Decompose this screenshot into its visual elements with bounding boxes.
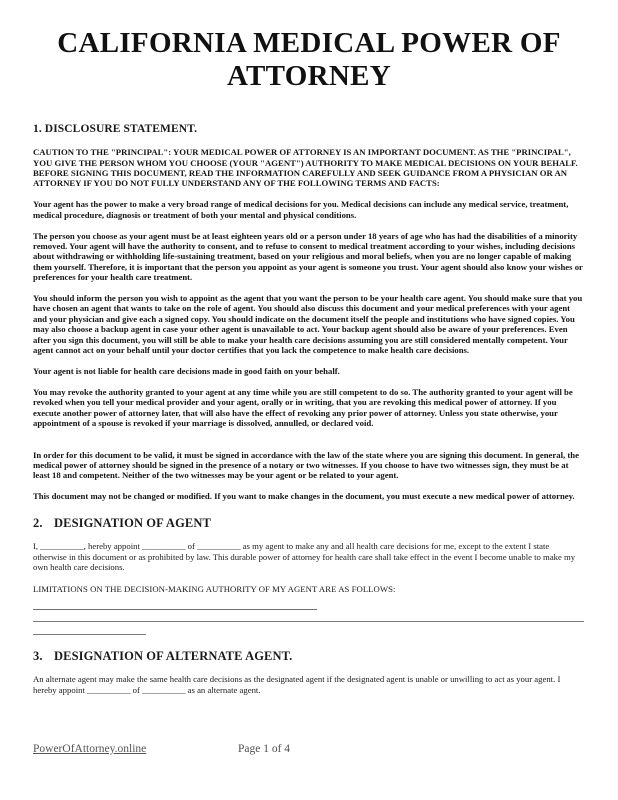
section-designation-of-alternate-agent bbox=[33, 649, 585, 695]
disclosure-paragraph-4: Your agent is not liable for health care decisions made in good faith on your behalf. bbox=[33, 366, 340, 376]
designation-of-alternate-agent-heading bbox=[33, 649, 585, 664]
section-heading-text: DESIGNATION OF AGENT bbox=[54, 515, 211, 530]
designation-of-alternate-agent-body: An alternate agent may make the same health care decisions as the designated agent if the designated agent is unable or unwilling to act as your agent. I hereby appoint __________ of __________ as an alternate agent. bbox=[33, 674, 561, 695]
section-heading-text: DESIGNATION OF ALTERNATE AGENT. bbox=[54, 648, 293, 663]
document-title: CALIFORNIA MEDICAL POWER OF ATTORNEY bbox=[57, 27, 561, 93]
disclosure-heading: 1. DISCLOSURE STATEMENT. bbox=[33, 123, 198, 136]
section-designation-of-agent bbox=[33, 516, 585, 635]
limitations-heading: LIMITATIONS ON THE DECISION-MAKING AUTHORITY OF MY AGENT ARE AS FOLLOWS: bbox=[33, 584, 396, 595]
disclosure-paragraph-5: You may revoke the authority granted to your agent at any time while you are still competent to do so. The authority granted to your agent will be revoked when you tell your medical provider and your agent, orally or in writing, that you are revoking this medical power of attorney. If you execute another power of attorney later, that will also have the effect of revoking any prior power of attorney. Unless you state otherwise, your appointment of a spouse is revoked if your marriage is dissolved, annulled, or declared void. bbox=[33, 386, 573, 429]
page-indicator: Page 1 of 4 bbox=[238, 743, 291, 755]
disclosure-paragraph-1: Your agent has the power to make a very broad range of medical decisions for you. Medical decisions can include any medical service, treatment, medical procedure, diagnosis or treatment of both your mental and physical conditions. bbox=[33, 199, 569, 220]
website-link[interactable]: PowerOfAttorney.online bbox=[33, 743, 147, 755]
section-number: 2. bbox=[33, 515, 43, 530]
blank-line-1 bbox=[33, 600, 317, 610]
section-number: 3. bbox=[33, 648, 43, 663]
disclosure-paragraph-7: This document may not be changed or modified. If you want to make changes in the document, you must execute a new medical power of attorney. bbox=[33, 491, 575, 502]
page-footer bbox=[33, 743, 585, 759]
disclosure-paragraph-6: In order for this document to be valid, it must be signed in accordance with the law of the state where you are signing this document. In general, the medical power of attorney should be signed in the presence of a notary or two witnesses. If you choose to have two witnesses sign, they must be at least 18 and competent. Neither of the two witnesses may be your agent or be related to your agent. bbox=[33, 449, 579, 481]
designation-of-agent-body: I, __________, hereby appoint __________ of __________ as my agent to make any and all health care decisions for me, except to the extent I state otherwise in this document or as prohibited by law. This durable power of attorney for health care shall take effect in the event I become unable to make my own health care decisions. bbox=[33, 541, 576, 572]
section-disclosure bbox=[33, 123, 585, 502]
blank-line-2 bbox=[33, 610, 584, 623]
limitations-blank-lines bbox=[33, 600, 585, 635]
blank-line-3 bbox=[33, 622, 146, 635]
caution-paragraph: CAUTION TO THE "PRINCIPAL": YOUR MEDICAL POWER OF ATTORNEY IS AN IMPORTANT DOCUMENT. AS THE "PRINCIPAL", YOU GIVE THE PERSON WHOM YOU CHOOSE (YOUR "AGENT") AUTHORITY TO MAKE MEDICAL DECISIONS ON YOUR BEHALF. BEFORE SIGNING THIS DOCUMENT, READ THE INFORMATION CAREFULLY AND SEEK GUIDANCE FROM A PHYSICIAN OR AN ATTORNEY IF YOU DO NOT FULLY UNDERSTAND ANY OF THE FOLLOWING TERMS AND FACTS: bbox=[33, 147, 578, 189]
disclosure-paragraph-3: You should inform the person you wish to appoint as the agent that you want the person to be your health care agent. You should make sure that you have chosen an agent that wants to take on the role of agent. You should also discuss this document and your medical preferences with your agent and your physician and give each a signed copy. You should indicate on the document itself the people and institutions who have signed copies. You may also choose a backup agent in case your other agent is unavailable to act. Your backup agent should also be aware of your preferences. Even after you sign this document, you will still be able to make your health care decisions assuming you are still considered mentally competent. Your agent cannot act on your behalf until your doctor certifies that you lack the competence to make health care decisions. bbox=[33, 293, 583, 356]
disclosure-paragraph-2: The person you choose as your agent must be at least eighteen years old or a person under 18 years of age who has had the disabilities of a minority removed. Your agent will have the authority to consent, and to refuse to consent to medical treatment according to your wishes, including decisions about withdrawing or withholding life-sustaining treatment, based on your religious and moral beliefs, when you are no longer capable of making them yourself. Therefore, it is important that the person you appoint as your agent is someone you trust. Your agent should also know your wishes or preferences for your health care treatment. bbox=[33, 230, 583, 283]
designation-of-agent-heading bbox=[33, 516, 585, 531]
